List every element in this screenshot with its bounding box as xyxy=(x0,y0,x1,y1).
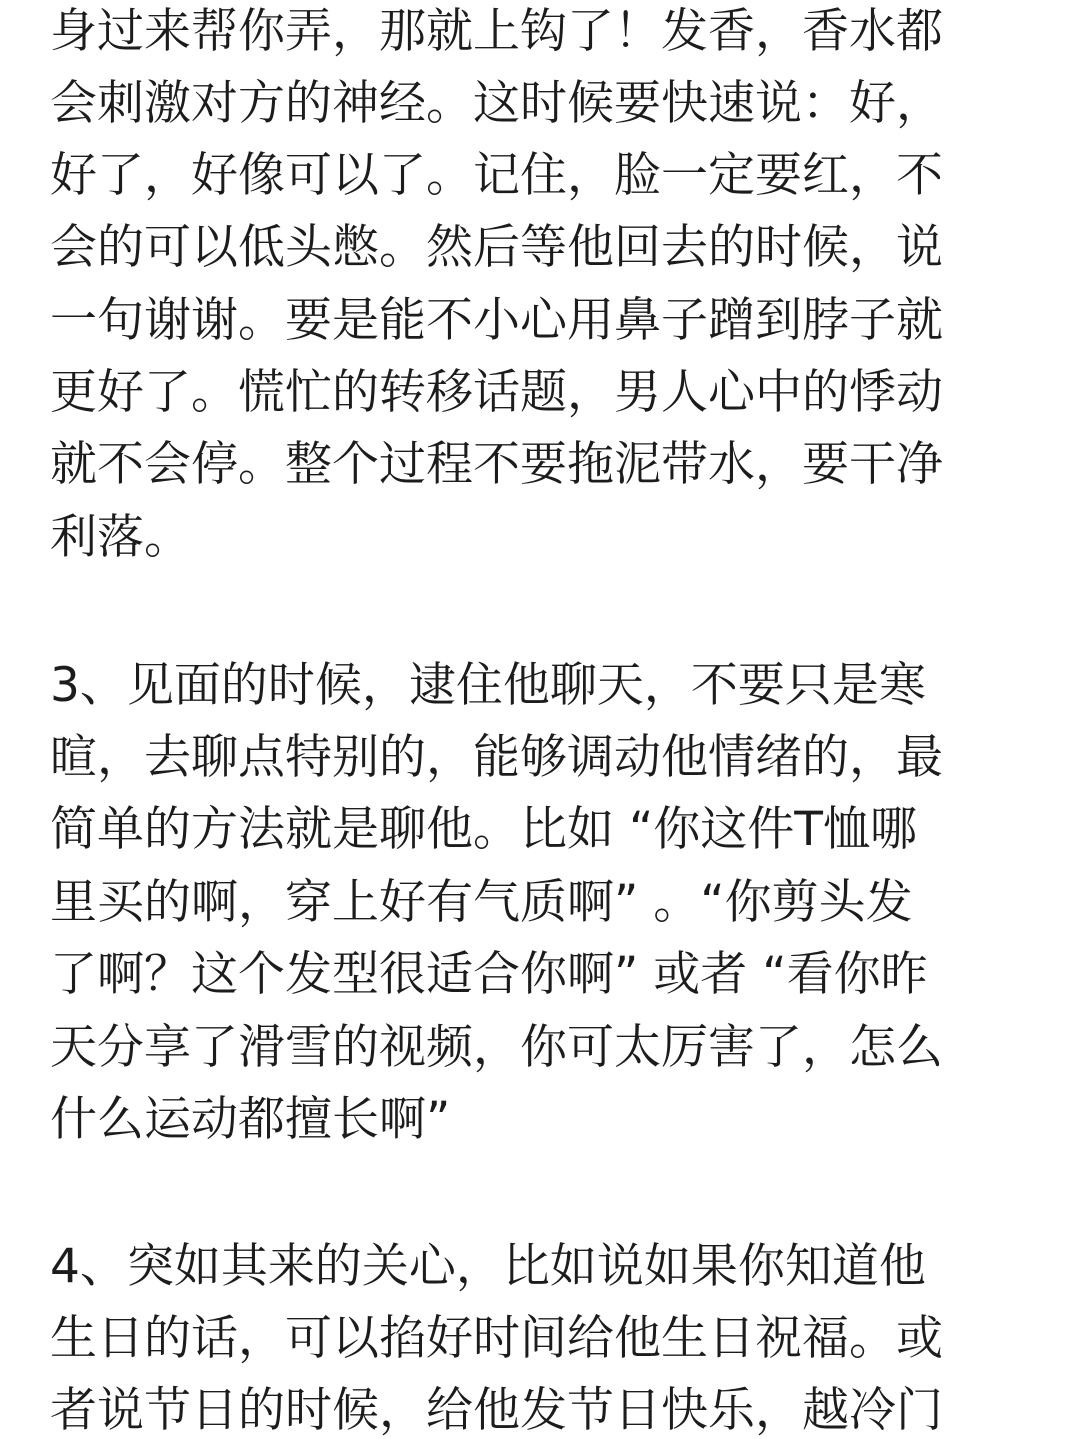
paragraph-3-line-2: 生日的话，可以掐好时间给他生日祝福。或 xyxy=(50,1311,943,1366)
paragraph-1-line-8: 利落。 xyxy=(50,510,191,565)
paragraph-2-line-2: 暄，去聊点特别的，能够调动他情绪的，最 xyxy=(50,730,943,785)
paragraph-3-line-3: 者说节日的时候，给他发节日快乐，越冷门 xyxy=(50,1383,943,1438)
paragraph-2-line-6: 天分享了滑雪的视频，你可太厉害了，怎么 xyxy=(50,1020,943,1075)
paragraph-1-line-3: 好了，好像可以了。记住，脸一定要红，不 xyxy=(50,148,943,203)
paragraph-2-line-3: 简单的方法就是聊他。比如 “你这件T恤哪 xyxy=(50,802,917,857)
paragraph-1-line-5: 一句谢谢。要是能不小心用鼻子蹭到脖子就 xyxy=(50,293,943,348)
paragraph-3-line-1: 4、突如其来的关心，比如说如果你知道他 xyxy=(50,1239,926,1294)
paragraph-1-line-2: 会刺激对方的神经。这时候要快速说：好， xyxy=(50,76,943,131)
paragraph-2-line-5: 了啊？这个发型很适合你啊” 或者 “看你昨 xyxy=(50,947,928,1002)
paragraph-1-line-4: 会的可以低头憋。然后等他回去的时候，说 xyxy=(50,220,943,275)
paragraph-2-line-4: 里买的啊，穿上好有气质啊” 。“你剪头发 xyxy=(50,875,913,930)
paragraph-1-line-1: 身过来帮你弄，那就上钩了！发香，香水都 xyxy=(50,4,943,59)
paragraph-2-line-1: 3、见面的时候，逮住他聊天，不要只是寒 xyxy=(50,658,926,713)
paragraph-2-line-7: 什么运动都擅长啊” xyxy=(50,1092,451,1147)
paragraph-1-line-6: 更好了。慌忙的转移话题，男人心中的悸动 xyxy=(50,365,943,420)
paragraph-1-line-7: 就不会停。整个过程不要拖泥带水，要干净 xyxy=(50,437,943,492)
